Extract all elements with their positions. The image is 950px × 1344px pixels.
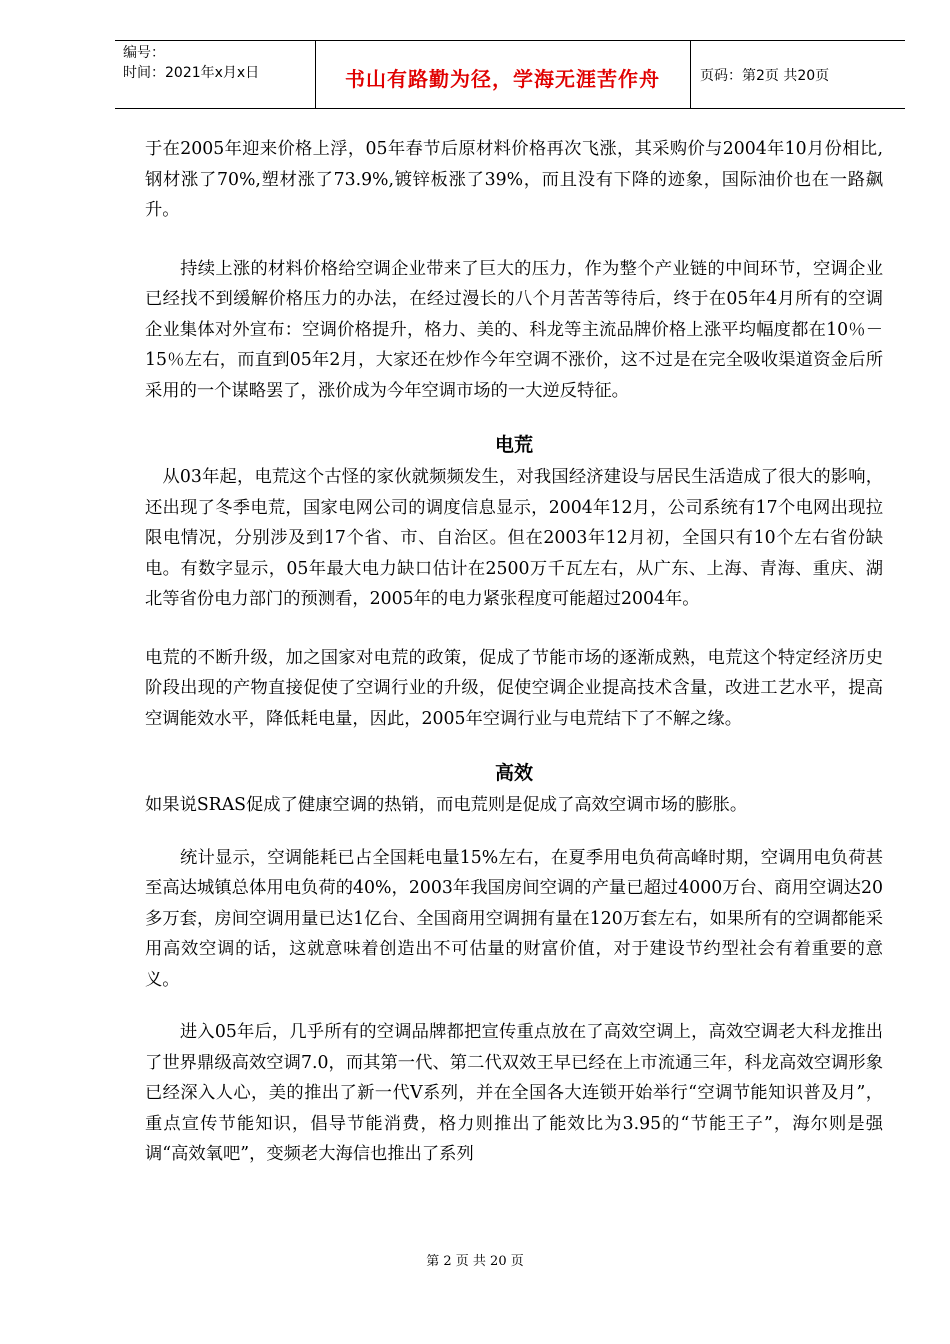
header-motto: 书山有路勤为径，学海无涯苦作舟: [345, 67, 660, 91]
header-motto-cell: [315, 41, 691, 108]
section-heading: 高效: [494, 762, 533, 784]
document-body: [145, 134, 883, 1170]
paragraph: 从03年起，电荒这个古怪的家伙就频频发生，对我国经济建设与居民生活造成了很大的影响，还出现了冬季电荒，国家电网公司的调度信息显示，2004年12月，公司系统有17个电网出现拉限电情况，分别涉及到17个省、市、自治区。但在2003年12月初，全国只有10个左右省份缺电。有数字显示，05年最大电力缺口估计在2500万千瓦左右，从广东、上海、青海、重庆、湖北等省份电力部门的预测看，2005年的电力紧张程度可能超过2004年。: [145, 467, 883, 609]
paragraph: 统计显示，空调能耗已占全国耗电量15%左右，在夏季用电负荷高峰时期，空调用电负荷甚至高达城镇总体用电负荷的40%，2003年我国房间空调的产量已超过4000万台、商用空调达20多万套，房间空调用量已达1亿台、全国商用空调拥有量在120万套左右，如果所有的空调都能采用高效空调的话，这就意味着创造出不可估量的财富价值，对于建设节约型社会有着重要的意义。: [145, 847, 883, 990]
document-number-label: 编号：: [123, 45, 165, 61]
paragraph: 如果说SRAS促成了健康空调的热销，而电荒则是促成了高效空调市场的膨胀。: [145, 795, 748, 815]
page-footer: 第 2 页 共 20 页: [426, 1254, 524, 1269]
page-header: [115, 40, 905, 109]
paragraph: 于在2005年迎来价格上浮，05年春节后原材料价格再次飞涨，其采购价与2004年10月份相比,钢材涨了70%,塑材涨了73.9%,镀锌板涨了39%，而且没有下降的迹象，国际油价也在一路飙升。: [145, 139, 883, 220]
paragraph: 持续上涨的材料价格给空调企业带来了巨大的压力，作为整个产业链的中间环节，空调企业已经找不到缓解价格压力的办法，在经过漫长的八个月苦苦等待后，终于在05年4月所有的空调企业集体对外宣布：空调价格提升，格力、美的、科龙等主流品牌价格上涨平均幅度都在10％－15％左右，而直到05年2月，大家还在炒作今年空调不涨价，这不过是在完全吸收渠道资金后所采用的一个谋略罢了，涨价成为今年空调市场的一大逆反特征。: [145, 258, 883, 401]
header-page-info: 页码：第2页 共20页: [700, 68, 830, 84]
header-page-cell: [690, 41, 905, 108]
header-meta-cell: [115, 41, 316, 108]
section-heading: 电荒: [494, 434, 533, 456]
paragraph: 电荒的不断升级，加之国家对电荒的政策，促成了节能市场的逐渐成熟，电荒这个特定经济历史阶段出现的产物直接促使了空调行业的升级，促使空调企业提高技术含量，改进工艺水平，提高空调能效水平，降低耗电量，因此，2005年空调行业与电荒结下了不解之缘。: [145, 647, 883, 729]
paragraph: 进入05年后，几乎所有的空调品牌都把宣传重点放在了高效空调上，高效空调老大科龙推出了世界鼎级高效空调7.0，而其第一代、第二代双效王早已经在上市流通三年，科龙高效空调形象已经深入人心，美的推出了新一代V系列，并在全国各大连锁开始举行“空调节能知识普及月”，重点宣传节能知识，倡导节能消费，格力则推出了能效比为3.95的“节能王子”，海尔则是强调“高效氧吧”，变频老大海信也推出了系列: [145, 1022, 883, 1164]
document-time-label: 时间：2021年x月x日: [123, 65, 260, 81]
